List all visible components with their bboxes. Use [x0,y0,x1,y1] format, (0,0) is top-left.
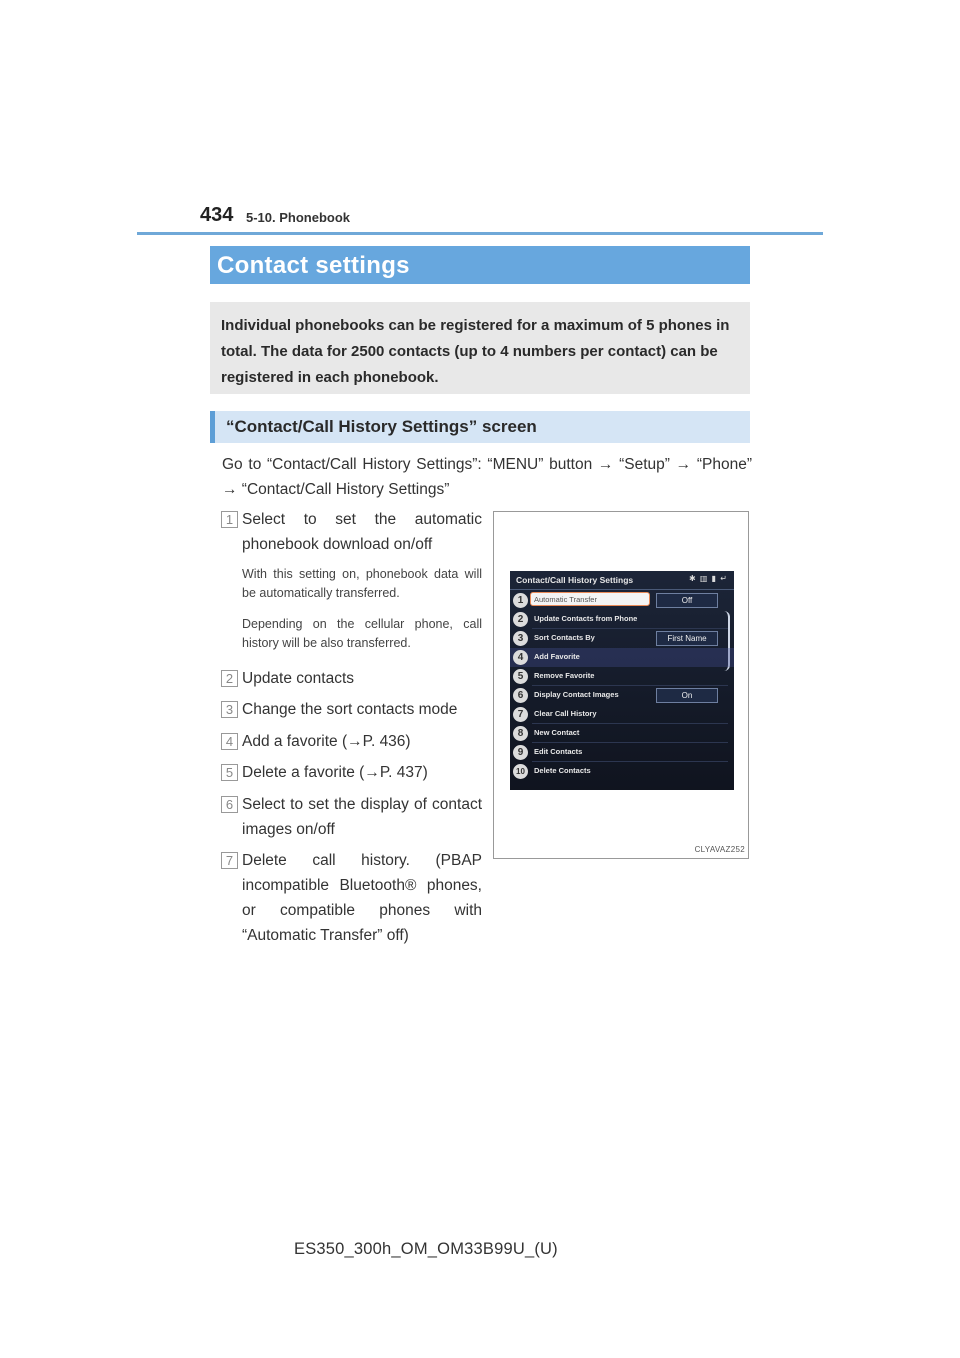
screen-row-clear-call-history[interactable] [510,705,734,724]
item-1-note-1: With this setting on, phonebook data will be automatically transferred. [242,567,482,600]
row-label: Update Contacts from Phone [534,614,638,623]
item-1-note-2: Depending on the cellular phone, call history will be also transferred. [242,617,482,650]
item-number-3: 3 [221,701,238,718]
row-label: Clear Call History [534,709,597,718]
row-label: Remove Favorite [534,671,595,680]
row-label: Automatic Transfer [534,595,597,604]
item-1-text: Select to set the automatic phonebook download on/off [242,511,482,553]
footer-model-code: ES350_300h_OM_OM33B99U_(U) [294,1240,558,1258]
sort-contacts-value[interactable]: First Name [656,631,718,646]
row-number: 5 [513,669,528,684]
item-number-5: 5 [221,764,238,781]
section-reference: 5-10. Phonebook [246,210,351,225]
header-divider [137,232,823,235]
row-number: 6 [513,688,528,703]
section-title: Contact settings [210,246,750,284]
display-images-value[interactable]: On [656,688,718,703]
row-label: New Contact [534,728,580,737]
screen-row-update-contacts[interactable] [510,610,734,629]
row-label: Edit Contacts [534,747,583,756]
item-6-text: Select to set the display of contact images on/off [242,796,482,838]
screen-row-edit-contacts[interactable] [510,743,734,762]
item-4-text: Add a favorite (→P. 436) [242,733,411,750]
screen-row-new-contact[interactable] [510,724,734,743]
screen-row-delete-contacts[interactable] [510,762,734,781]
item-number-4: 4 [221,733,238,750]
subsection-header: “Contact/Call History Settings” screen [210,411,750,443]
item-3-text: Change the sort contacts mode [242,701,458,718]
row-label: Delete Contacts [534,766,591,775]
navigation-path: Go to “Contact/Call History Settings”: “MENU” button → “Setup” → “Phone” → “Contact/Call History Settings” [222,456,752,498]
row-number: 9 [513,745,528,760]
row-label: Display Contact Images [534,690,619,699]
item-2-text: Update contacts [242,670,355,687]
row-label: Add Favorite [534,652,580,661]
screen-row-add-favorite[interactable] [510,648,734,667]
status-icons: ✱ ▥ ▮ ↵ [688,574,728,583]
intro-text: Individual phonebooks can be registered for a maximum of 5 phones in total. The data for 2500 contacts (up to 4 numbers per contact) can be registered in each phonebook. [221,317,730,386]
row-number: 1 [513,593,528,608]
page-number: 434 [200,204,234,226]
row-label: Sort Contacts By [534,633,595,642]
item-number-7: 7 [221,852,238,869]
item-number-6: 6 [221,796,238,813]
row-number: 2 [513,612,528,627]
screenshot-figure [493,511,749,859]
item-number-1: 1 [221,511,238,528]
row-number: 7 [513,707,528,722]
screen-divider [510,589,734,590]
screen-row-automatic-transfer[interactable] [510,591,734,610]
item-number-2: 2 [221,670,238,687]
row-number: 10 [513,764,528,779]
row-number: 4 [513,650,528,665]
item-7-text: Delete call history. (PBAP incompatible Bluetooth® phones, or compatible phones with “Automatic Transfer” off) [242,852,482,944]
screen-row-display-contact-images[interactable] [510,686,734,705]
intro-box [210,302,750,394]
row-number: 3 [513,631,528,646]
screen-row-remove-favorite[interactable] [510,667,734,686]
item-5-text: Delete a favorite (→P. 437) [242,764,428,781]
screen-title: Contact/Call History Settings [516,575,634,585]
automatic-transfer-value[interactable]: Off [656,593,718,608]
settings-screen [510,571,734,790]
figure-code: CLYAVAZ252 [694,845,745,854]
screen-row-sort-contacts[interactable] [510,629,734,648]
row-number: 8 [513,726,528,741]
